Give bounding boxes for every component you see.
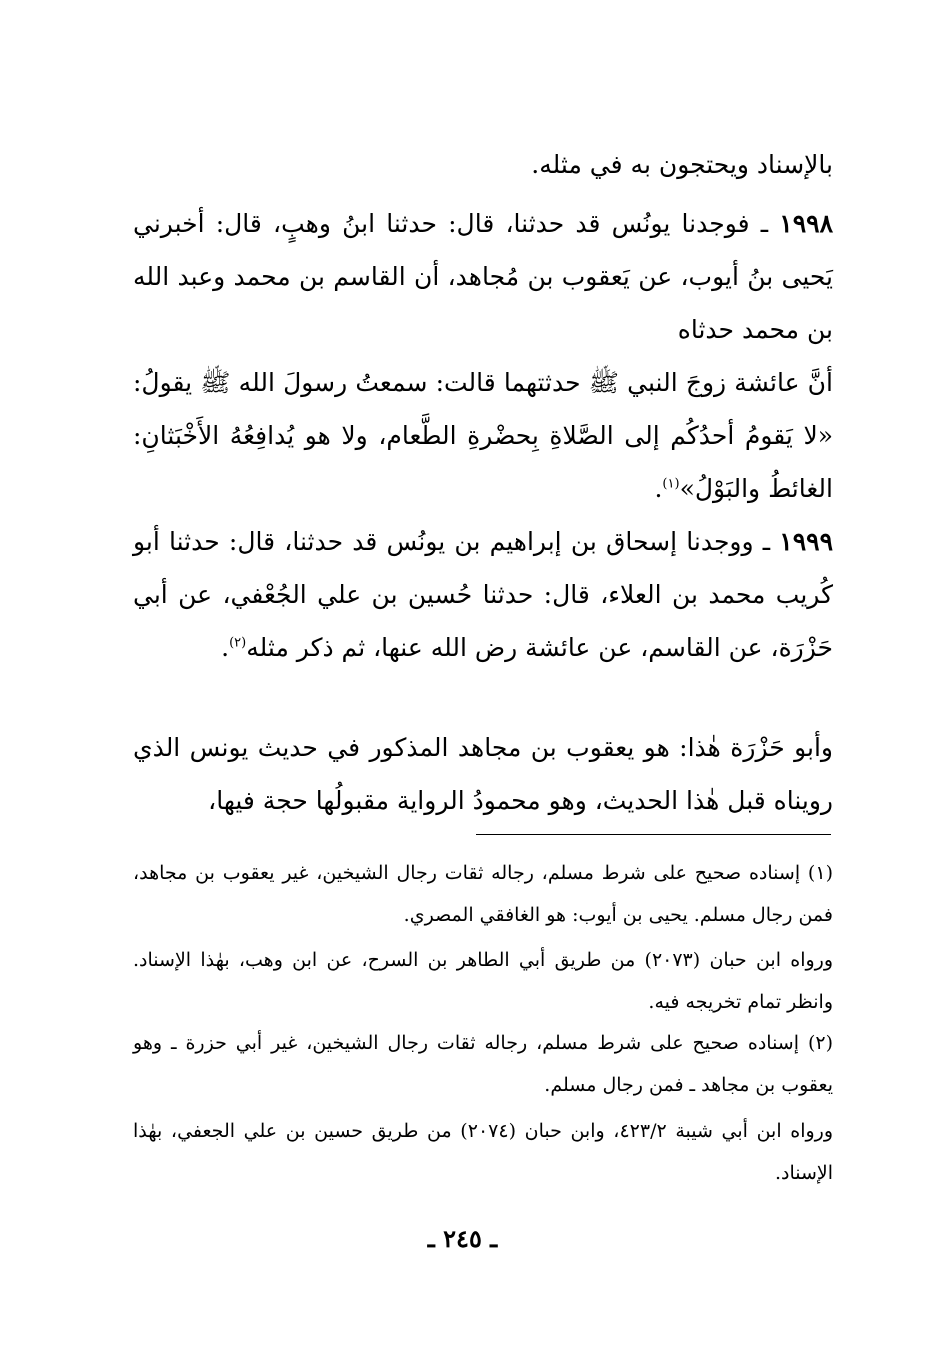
hadith-number: ١٩٩٨ [779,209,833,238]
footnote-separator [476,834,831,835]
hadith-text: ـ ووجدنا إسحاق بن إبراهيم بن يونُس قد حدثنا، قال: حدثنا أبو كُريب محمد بن العلاء، قال: حدثنا حُسين بن علي الجُعْفي، عن أبي حَزْرَة، عن القاسم، عن عائشة رض الله عنها، ثم ذكر مثله [133,527,833,662]
footnote-2-continuation [133,1110,833,1194]
paragraph-text: وأبو حَزْرَة هٰذا: هو يعقوب بن مجاهد المذكور في حديث يونس الذي رويناه قبل هٰذا الحديث، وهو محمودُ الرواية مقبولُها حجة فيها، [133,733,833,815]
hadith-number: ١٩٩٩ [779,527,833,556]
footnote-text: (١) إسناده صحيح على شرط مسلم، رجاله ثقات رجال الشيخين، غير يعقوب بن مجاهد، فمن رجال مسلم. يحيى بن أيوب: هو الغافقي المصري. [133,862,833,926]
page-number: ـ ٢٤٥ ـ [427,1224,498,1253]
footnote-2 [133,1022,833,1106]
hadith-1998 [133,197,833,356]
footnote-1 [133,852,833,936]
hadith-1998-matn [133,356,833,515]
footnote-reference-1[interactable]: (١) [662,476,680,492]
hadith-1999 [133,515,833,674]
footnote-text: ورواه ابن حبان (٢٠٧٣) من طريق أبي الطاهر بن السرح، عن ابن وهب، بهٰذا الإسناد. وانظر تمام تخريجه فيه. [133,949,833,1013]
commentary-paragraph [133,721,833,827]
sentence-end: . [221,633,230,662]
paragraph-continuation [133,138,833,191]
footnote-reference-2[interactable]: (٢) [229,635,247,651]
footnote-text: (٢) إسناده صحيح على شرط مسلم، رجاله ثقات رجال الشيخين، غير أبي حزرة ـ وهو يعقوب بن مجاهد ـ فمن رجال مسلم. [133,1032,833,1096]
footnote-1-continuation [133,939,833,1023]
paragraph-text: بالإسناد ويحتجون به في مثله. [531,150,833,179]
hadith-matn-text: أنَّ عائشة زوجَ النبي ﷺ حدثتهما قالت: سمعتُ رسولَ الله ﷺ يقولُ: «لا يَقومُ أحدُكُم إلى الصَّلاةِ بِحضْرةِ الطَّعام، ولا هو يُدافِعُهُ الأَخْبَثانِ: الغائطُ والبَوْلُ» [133,368,833,503]
sentence-end: . [654,474,663,503]
footnote-text: ورواه ابن أبي شيبة ٤٢٣/٢، وابن حبان (٢٠٧٤) من طريق حسين بن علي الجعفي، بهٰذا الإسناد. [133,1120,833,1184]
hadith-text: ـ فوجدنا يونُس قد حدثنا، قال: حدثنا ابنُ وهبٍ، قال: أخبرني يَحيى بنُ أيوب، عن يَعقوب بن مُجاهد، أن القاسم بن محمد وعبد الله بن محمد حدثاه [133,209,833,344]
